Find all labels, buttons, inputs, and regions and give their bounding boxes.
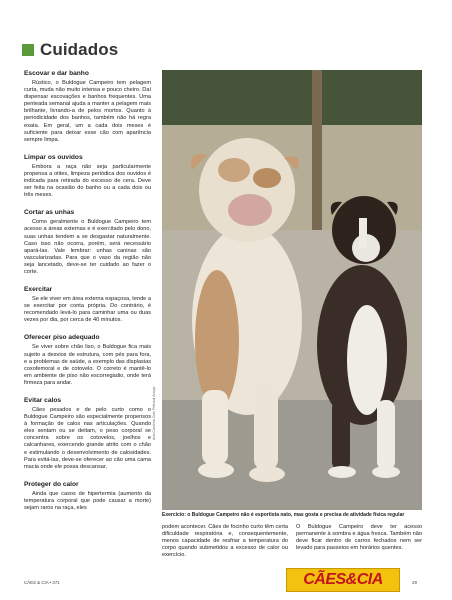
footer-magazine-issue: CÃES & CIA • 371 xyxy=(24,580,60,585)
section-heading: Cortar as unhas xyxy=(24,209,75,217)
final-column: O Buldogue Campeiro deve ter acesso permanente à sombra e água fresca. Também não deve ficar dentro de carros fechados nem ser levado para passeios em horários quentes. xyxy=(296,524,422,552)
section-body: Como geralmente o Buldogue Campeiro tem acesso a áreas externas e é exercitado pelo dono, suas unhas tendem a se desgastar naturalmente. Caso isso não ocorra, porém, será necessário apará-las. Vale lembrar: unhas caninas são vascularizadas. Para que o vaso da região não seja lancetado, deve-se ter cuidado ao fazer o corte. xyxy=(24,219,151,275)
section-body: Cães pesados e de pelo curto como o Buldogue Campeiro são especialmente propensos à formação de calos nas articulações. Quando eles sentam ou se deitam, o peso corporal se concentra sobre os cotovelos, joelhos e calcanhares, exercendo grande atrito com o chão e estimulando o desenvolvimento de calosidades. Para evitá-las, deve-se oferecer ao cão uma cama macia onde ele possa descansar. xyxy=(24,407,151,470)
section-body: Se viver sobre chão liso, o Buldogue fica mais sujeito a desvios de estrutura, com pés para fora, e a problemas de saúde, a exemplo das displasias coxofemoral e de cotovelo. O correto é mantê-lo em ambiente de piso não escorregadio, onde terá firmeza para andar. xyxy=(24,344,151,386)
section-heading: Exercitar xyxy=(24,286,53,294)
section-escovar xyxy=(24,70,151,144)
dogs-illustration xyxy=(162,70,422,510)
dogs-photo xyxy=(162,70,422,510)
section-ouvidos xyxy=(24,154,151,199)
section-body: Se ele viver em área externa espaçosa, tende a se exercitar por conta própria. Do contrário, é recomendado levá-lo para caminhar uma ou duas vezes por dia, por cerca de 40 minutos. xyxy=(24,296,151,324)
section-unhas xyxy=(24,209,151,276)
section-calos xyxy=(24,397,151,471)
section-body: Ainda que casos de hipertermia (aumento da temperatura corporal que pode causar a morte) sejam raros na raça, eles xyxy=(24,490,151,512)
continuation-column: podem acontecer. Cães de focinho curto têm certa dificuldade respiratória e, consequentemente, menos capacidade de resfriar a temperatura do corpo quando submetidos a excesso de calor ou exercício. xyxy=(162,524,288,559)
section-piso xyxy=(24,334,151,387)
page-title-block xyxy=(22,40,118,60)
section-heading: Proteger do calor xyxy=(24,480,79,488)
main-text-column xyxy=(24,70,151,586)
background-foliage xyxy=(162,70,422,130)
section-heading: Evitar calos xyxy=(24,397,62,404)
section-body: Embora a raça não seja particularmente propensa a otites, limpeza periódica dos ouvidos é indicada para retirada do excesso de cera. Deve ser feita na ocasião do banho ou a cada dois ou três meses. xyxy=(24,163,151,199)
page-number: 29 xyxy=(412,580,417,585)
section-heading: Escovar e dar banho xyxy=(24,70,89,77)
wooden-post xyxy=(312,70,322,230)
section-heading: Limpar os ouvidos xyxy=(24,153,83,161)
page-title: Cuidados xyxy=(40,40,119,59)
section-body: Rústico, o Buldogue Campeiro tem pelagem curta, muda não muito intensa e pouco cheiro. Daí dispensar escovações e banhos frequentes. Uma penteada semanal ajuda a manter a pelagem mais brilhante, livrando-a de pelos mortos. Quanto à periodicidade dos banhos, também não há regra exata. Em geral, um a cada dois meses é suficiente para deixar esse cão com aparência sempre limpa. xyxy=(24,80,151,143)
photo-credit: Ana Carolina Ciari Petrauli Araújo xyxy=(152,386,156,440)
magazine-logo xyxy=(286,568,400,592)
title-square-icon xyxy=(22,44,34,56)
logo-text: CÃES&CIA xyxy=(303,571,383,588)
section-exercitar xyxy=(24,286,151,324)
section-calor xyxy=(24,481,151,512)
photo-caption: Exercício: o Buldogue Campeiro não é esportista nato, mas gosta e precisa de atividade física regular xyxy=(162,512,405,518)
section-heading: Oferecer piso adequado xyxy=(24,334,100,342)
